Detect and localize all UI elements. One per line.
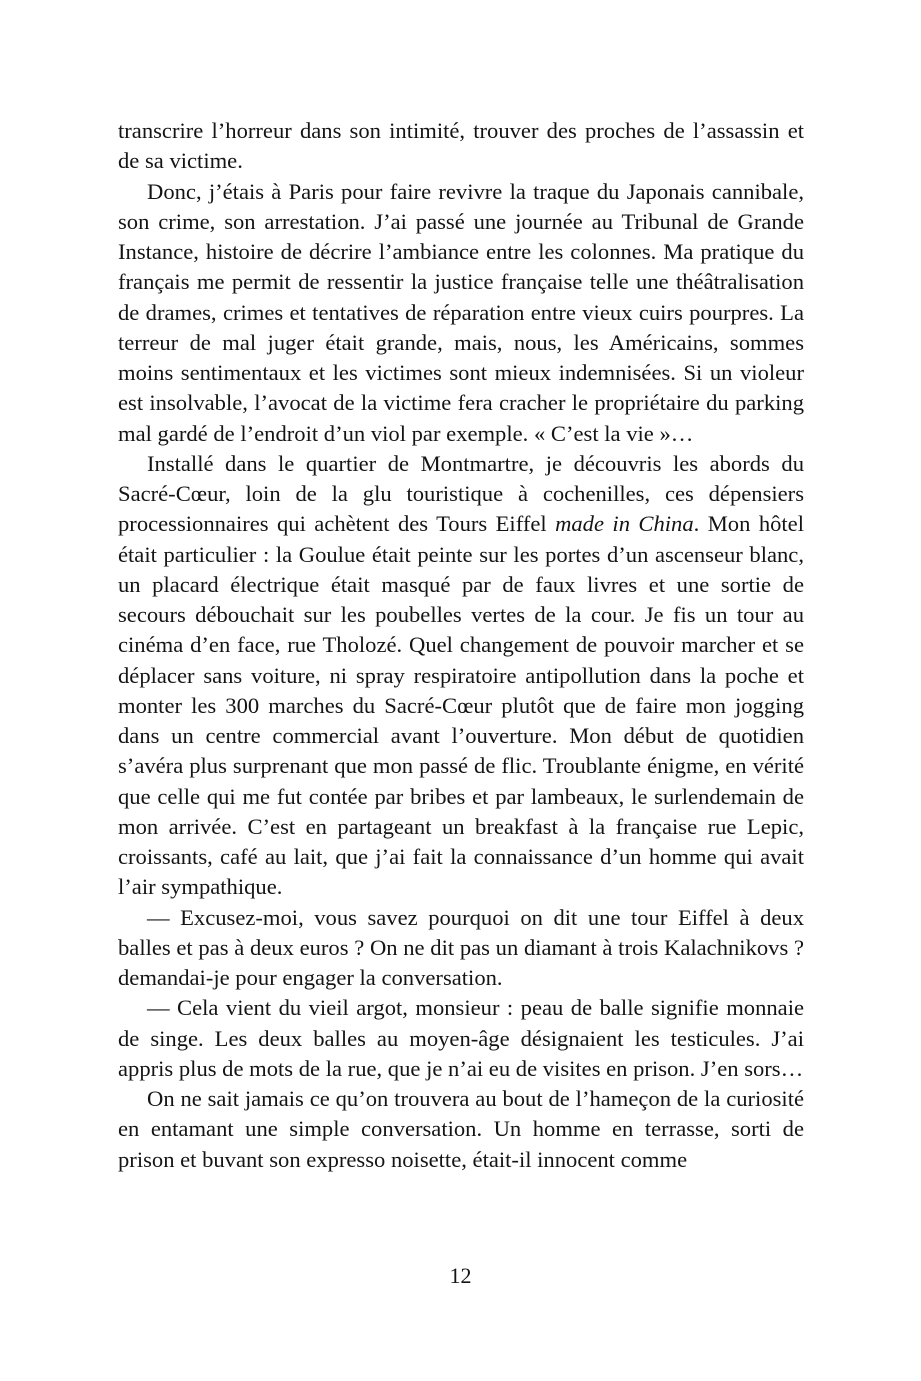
paragraph-5-dialogue: — Cela vient du vieil argot, monsieur : peau de balle signifie monnaie de singe. Les deux balles au moyen-âge désignaient les testicules. J’ai appris plus de mots de la rue, que je n’ai eu de visites en prison. J’en sors… [118, 995, 804, 1081]
body-text [118, 116, 804, 1175]
paragraph-3 [118, 449, 804, 903]
page-number: 12 [449, 1263, 472, 1288]
paragraph-3-part-2: . Mon hôtel était particulier : la Goulue était peinte sur les portes d’un ascenseur blanc, un placard électrique était masqué par de faux livres et une sortie de secours débouchait sur les poubelles vertes de la cour. Je fis un tour au cinéma d’en face, rue Tholozé. Quel changement de pouvoir marcher et se déplacer sans voiture, ni spray respiratoire antipollution dans la poche et monter les 300 marches du Sacré-Cœur plutôt que de faire mon jogging dans un centre commercial avant l’ouverture. Mon début de quotidien s’avéra plus surprenant que mon passé de flic. Troublante énigme, en vérité que celle qui me fut contée par bribes et par lambeaux, le surlendemain de mon arrivée. C’est en partageant un breakfast à la française rue Lepic, croissants, café au lait, que j’ai fait la connaissance d’un homme qui avait l’air sympathique. [118, 511, 804, 900]
paragraph-1: transcrire l’horreur dans son intimité, trouver des proches de l’assassin et de sa victime. [118, 118, 804, 174]
paragraph-6: On ne sait jamais ce qu’on trouvera au bout de l’hameçon de la curiosité en entamant une simple conversation. Un homme en terrasse, sorti de prison et buvant son expresso noisette, était-il innocent comme [118, 1086, 804, 1172]
paragraph-2: Donc, j’étais à Paris pour faire revivre la traque du Japonais cannibale, son crime, son arrestation. J’ai passé une journée au Tribunal de Grande Instance, histoire de décrire l’ambiance entre les colonnes. Ma pratique du français me permit de ressentir la justice française telle une théâtralisation de drames, crimes et tentatives de réparation entre vieux cuirs pourpres. La terreur de mal juger était grande, mais, nous, les Américains, sommes moins sentimentaux et les victimes sont mieux indemnisées. Si un violeur est insolvable, l’avocat de la victime fera cracher le propriétaire du parking mal gardé de l’endroit d’un viol par exemple. « C’est la vie »… [118, 178, 804, 446]
paragraph-3-part-1: Installé dans le quartier de Montmartre, je découvris les abords du Sacré-Cœur, loin de la glu touristique à cochenilles, ces dépensiers processionnaires qui achètent des Tours Eiffel [118, 450, 804, 537]
italic-phrase: made in China [555, 511, 694, 537]
paragraph-4-dialogue: — Excusez-moi, vous savez pourquoi on dit une tour Eiffel à deux balles et pas à deux euros ? On ne dit pas un diamant à trois Kalachnikovs ? demandai-je pour engager la conversation. [118, 904, 804, 990]
